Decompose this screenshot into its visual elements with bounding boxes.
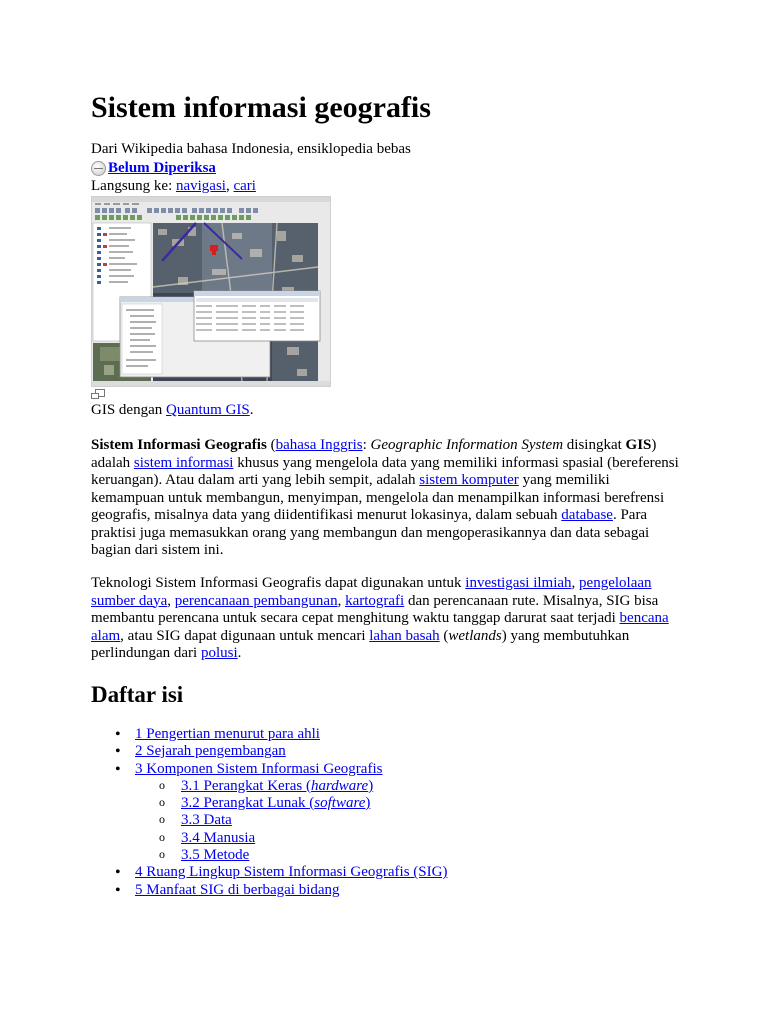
perencanaan-pembangunan-link[interactable]: perencanaan pembangunan [174,592,338,609]
toc-link-3-3[interactable]: 3.3 Data [181,812,232,829]
lahan-basah-link[interactable]: lahan basah [369,627,440,644]
enlarge-icon[interactable] [91,389,107,400]
toc-link-5[interactable]: 5 Manfaat SIG di berbagai bidang [135,881,340,898]
unreviewed-icon [91,161,106,176]
page-title: Sistem informasi geografis [91,91,431,124]
sistem-komputer-link[interactable]: sistem komputer [419,472,519,488]
database-link[interactable]: database [561,507,613,523]
toc-item [91,743,447,760]
investigasi-ilmiah-link[interactable]: investigasi ilmiah [465,575,572,591]
jump-separator: , [225,178,234,194]
bencana-alam-link[interactable]: bencana alam [91,610,669,644]
bahasa-inggris-link[interactable]: bahasa Inggris [275,437,363,453]
toc-subitem [91,812,447,829]
toc-link-3[interactable]: 3 Komponen Sistem Informasi Geografis [135,760,383,777]
pengelolaan-sumber-daya-link[interactable]: pengelolaan sumber daya [91,575,652,609]
qgis-window-illustration [92,197,330,386]
jump-label: Langsung ke: [91,178,176,194]
search-link[interactable]: cari [233,178,256,194]
toc-subitem [91,778,447,795]
table-of-contents [91,726,447,899]
toc-link-3-5[interactable]: 3.5 Metode [181,847,250,864]
polusi-link[interactable]: polusi [200,645,238,661]
intro-paragraph: Sistem Informasi Geografis (bahasa Inggris: Geographic Information System disingkat GIS) adalah sistem informasi khusus yang mengelola data yang memiliki informasi spasial (bereferensi keruangan). Atau dalam arti yang lebih sempit, adalah sistem komputer yang memiliki kemampuan untuk membangun, menyimpan, mengelola dan menampilkan informasi berefrensi geografis, misalnya data yang diidentifikasi menurut lokasinya, dalam sebuah database. Para praktisi juga memasukkan orang yang membangun dan mengoperasikannya dan data sebagai bagian dari sistem ini. [91,437,679,558]
kartografi-link[interactable]: kartografi [345,592,405,609]
toc-subitem [91,847,447,864]
sistem-informasi-link[interactable]: sistem informasi [133,454,234,471]
jump-links [91,178,256,196]
review-status [91,160,216,178]
toc-link-2[interactable]: 2 Sejarah pengembangan [135,743,286,760]
toc-heading: Daftar isi [91,682,184,707]
site-subtitle: Dari Wikipedia bahasa Indonesia, ensiklopedia bebas [91,141,411,157]
toc-item [91,726,447,743]
toc-link-3-2[interactable]: 3.2 Perangkat Lunak (software) [181,795,371,812]
toc-subitem [91,830,447,847]
toc-item [91,882,447,899]
toc-link-1[interactable]: 1 Pengertian menurut para ahli [135,726,320,742]
toc-item [91,761,447,778]
review-status-link[interactable]: Belum Diperiksa [108,160,216,176]
toc-link-3-4[interactable]: 3.4 Manusia [181,829,256,846]
toc-subitem [91,795,447,812]
technology-paragraph: Teknologi Sistem Informasi Geografis dapat digunakan untuk investigasi ilmiah, pengelolaan sumber daya, perencanaan pembangunan, kartografi dan perencanaan rute. Misalnya, SIG bisa membantu perencana untuk secara cepat menghitung waktu tanggap darurat saat terjadi bencana alam, atau SIG dapat digunaan untuk mencari lahan basah (wetlands) yang membutuhkan perlindungan dari polusi. [91,575,669,661]
nav-link[interactable]: navigasi [175,178,226,194]
toc-item [91,864,447,881]
toc-link-4[interactable]: 4 Ruang Lingkup Sistem Informasi Geografis (SIG) [135,864,448,881]
quantum-gis-link[interactable]: Quantum GIS [166,402,250,418]
qgis-screenshot-image[interactable] [91,196,331,387]
image-caption: GIS dengan Quantum GIS. [91,402,254,418]
toc-link-3-1[interactable]: 3.1 Perangkat Keras (hardware) [181,777,374,794]
